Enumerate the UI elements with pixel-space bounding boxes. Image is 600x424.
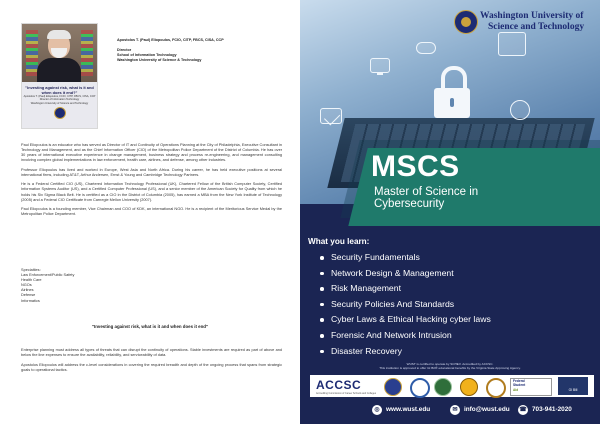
photo-caption-line2: Director of Information Technology	[39, 98, 80, 102]
bio-paragraph: Professor Eliopoulos has lived and worked in Europe, West Asia and North Africa. During his career, he has held executive positions at several international firms, including AT&T, Arthur Andersen, Ernst & Young and Cambridge Technology Partners.	[21, 167, 282, 177]
speaker-photo	[22, 24, 97, 82]
learn-item: Disaster Recovery	[320, 344, 491, 360]
photo-caption-line3: Washington University of Science and Technology	[30, 101, 89, 105]
fsa-line1: Federal	[513, 379, 525, 383]
specialty-item: Law Enforcement/Public Safety	[21, 273, 75, 278]
gear-icon	[510, 100, 530, 120]
university-seal-icon	[454, 10, 478, 34]
photo-caption-title: "Investing against risk, what is it and when does it end?"	[25, 85, 94, 95]
gi-bill-logo	[558, 377, 588, 395]
speaker-name: Apostolos T. (Paul) Eliopoulos, FCIO, CITP, FBCS, CISA, CCP	[117, 38, 224, 42]
fsa-line2: Student	[513, 382, 526, 387]
email-link[interactable]: info@wust.edu	[464, 406, 510, 413]
federal-student-aid-logo	[510, 378, 552, 396]
seal-badge-icon	[434, 378, 452, 396]
learn-list	[320, 250, 491, 359]
university-logo	[454, 10, 594, 34]
speaker-header	[117, 38, 287, 63]
learn-item: Risk Management	[320, 281, 491, 297]
speaker-university: Washington University of Science & Technology	[117, 58, 202, 62]
program-name-line2: Cybersecurity	[374, 198, 445, 210]
monitor-icon	[370, 58, 390, 73]
talk-paragraph: Enterprise planning must address all types of threats that can disrupt the continuity of operations. Stable investments are required as part of above and below the line expenses to ensure the availability, reliability, and serviceability of data.	[21, 348, 282, 358]
speaker-hair	[47, 30, 71, 39]
contact-bar	[300, 404, 600, 418]
talk-paragraph: Apostolos Eliopoulos will address the c-level considerations in covering the required breadth and depth of the ongoing process that spans from strategic goals to operational tactics.	[21, 362, 282, 372]
learn-item: Cyber Laws & Ethical Hacking cyber laws	[320, 312, 491, 328]
photo-caption	[22, 82, 97, 128]
phone-icon: ☎	[519, 407, 527, 413]
logo-line1: Washington University of	[480, 11, 584, 21]
program-name	[374, 186, 478, 210]
seal-badge-icon	[486, 378, 506, 398]
mail-icon	[320, 108, 342, 124]
website-link[interactable]: www.wust.edu	[386, 406, 431, 413]
learn-item: Security Policies And Standards	[320, 297, 491, 313]
bio-paragraph: He is a Federal Certified CIO (US), Chartered Information Technology Professional (UK), Chartered Fellow of the British Computer Society, Certified Information Systems Auditor (US), and a Certified Computer Professional (US), and a senior member of the American Society for Quality from which he holds his Six Sigma Black Belt. He is certified as a CIO in the District of Columbia (2005), has earned a MBA from the New York Institute of Technology (2005) and a Federal CIO Certificate from Carnegie Mellon University (2007).	[21, 182, 282, 202]
talk-quote: "Investing against risk, what is it and when does it end"	[91, 324, 209, 329]
specialty-item: Health Care	[21, 278, 42, 283]
specialties-list	[21, 268, 141, 304]
accsc-tagline: Accrediting Commission of Career Schools and Colleges	[316, 392, 377, 395]
program-name-line1: Master of Science in	[374, 186, 479, 198]
speaker-photo-card	[21, 23, 98, 129]
specialty-item: Informatics	[21, 298, 40, 303]
bookshelf-right	[81, 30, 93, 76]
speaker-department: School of Information Technology	[117, 53, 177, 57]
gi-bill-label: GI Bill	[568, 388, 578, 392]
globe-icon: ◎	[372, 405, 382, 415]
speaker-role: Director	[117, 48, 132, 52]
email-icon: ✉	[450, 405, 460, 415]
speaker-torso	[37, 58, 81, 82]
speaker-bio	[21, 143, 282, 222]
accreditation-badges	[310, 375, 594, 397]
accsc-logo: ACCSC	[316, 378, 362, 392]
cloud-icon	[416, 42, 436, 54]
right-page	[300, 0, 600, 424]
screen-icon	[498, 32, 526, 56]
program-code: MSCS	[371, 150, 460, 183]
specialties-label: Specialties:	[21, 268, 41, 272]
specialty-item: Defense	[21, 293, 36, 298]
photo-caption-line1: Apostolos T. (Paul) Eliopoulos, FCIO, CITP, FBCS, CISA, CCP	[23, 95, 96, 98]
padlock-icon	[434, 66, 470, 118]
learn-item: Network Design & Management	[320, 266, 491, 282]
approval-statement	[300, 362, 600, 370]
bio-paragraph: Paul Eliopoulos is an educator who has served as Director of IT and Continuity of Operations Planning at the City of Philadelphia, Executive Consultant in Technology and Management, and as the Chief Information Officer (CIO) of the Metropolitan Police Department of the District of Columbia. He has over 30 years of international executive experience in change management, business strategy and process re-engineering, and management consulting involving complex global implementations in law enforcement, health care, airlines, and defense, among other industries.	[21, 143, 282, 163]
phone-link[interactable]: 703-941-2020	[532, 406, 572, 413]
university-seal-icon	[54, 107, 66, 119]
seal-badge-icon	[384, 378, 402, 396]
talk-description	[21, 348, 282, 377]
approval-line2: This institution is approved to offer GI Bill® educational benefits by the Virginia State Approving Agency.	[379, 366, 521, 371]
approval-line1: WUST is certified to operate by SCHEV. Accredited by ACCSC.	[406, 362, 494, 366]
learn-item: Forensic And Network Intrusion	[320, 328, 491, 344]
learn-title: What you learn:	[308, 237, 370, 246]
seal-badge-icon	[460, 378, 478, 396]
fsa-line3: Aid	[513, 387, 519, 392]
learn-item: Security Fundamentals	[320, 250, 491, 266]
specialty-item: Airlines	[21, 288, 34, 293]
bio-paragraph: Paul Eliopoulos is a founding member, Vice Chairman and COO of KDK, an international NGO. He is a recipient of the Meritorious Service Medal by the Metropolitan Police Department.	[21, 207, 282, 217]
seal-badge-icon	[410, 378, 430, 398]
specialty-item: NGOs	[21, 283, 32, 288]
logo-line2: Science and Technology	[488, 22, 585, 32]
